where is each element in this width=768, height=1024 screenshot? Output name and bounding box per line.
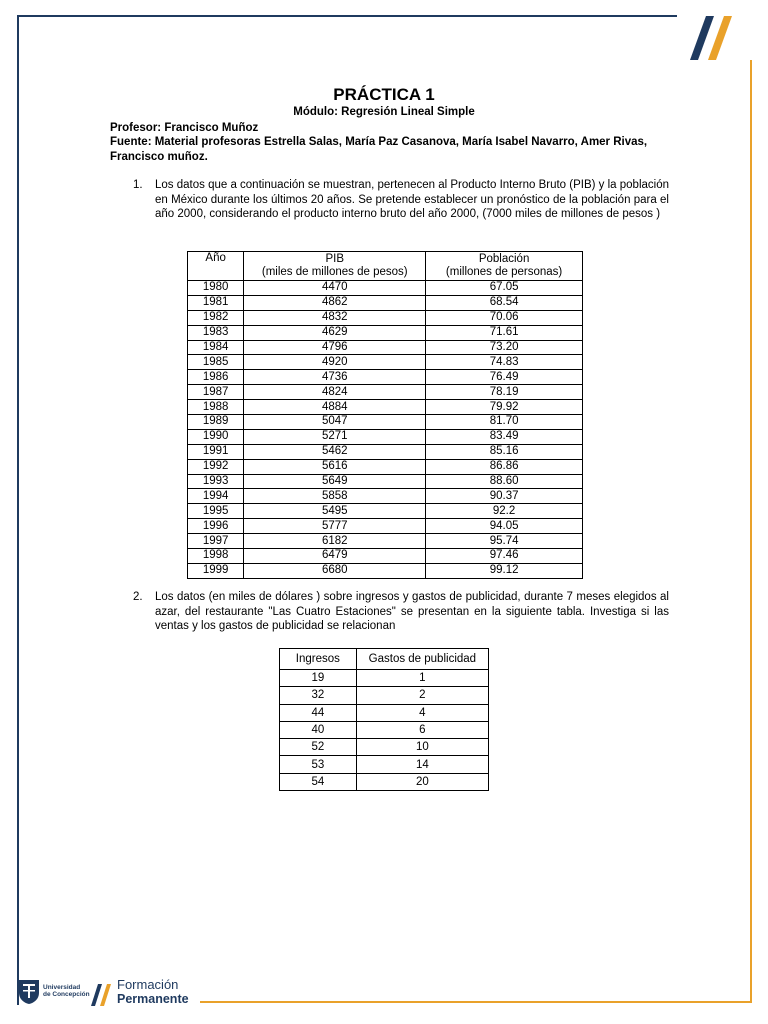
table-cell: 1999 (188, 563, 244, 578)
table-row (280, 704, 489, 721)
frame-bottom-line (200, 1001, 752, 1003)
table-cell: 85.16 (426, 444, 583, 459)
table-row (188, 504, 583, 519)
table-row (188, 295, 583, 310)
table-cell: 52 (280, 739, 357, 756)
table-row (280, 773, 489, 790)
table-cell: 5616 (244, 459, 426, 474)
table-cell: 5495 (244, 504, 426, 519)
exercise-2-text: Los datos (en miles de dólares ) sobre ingresos y gastos de publicidad, durante 7 meses elegidos al azar, del restaurante "Las Cuatro Estaciones" se presentan en la siguiente tabla. Investiga si las ventas y los gastos de publicidad se relacionan (155, 591, 669, 632)
table-cell: 2 (356, 687, 488, 704)
table-row (188, 400, 583, 415)
table-row (280, 739, 489, 756)
frame-right-line (750, 60, 752, 1003)
table-cell: 1987 (188, 385, 244, 400)
table-cell: 83.49 (426, 429, 583, 444)
table-cell: 4824 (244, 385, 426, 400)
table-row (188, 310, 583, 325)
table-cell: 78.19 (426, 385, 583, 400)
table-cell: 1996 (188, 519, 244, 534)
table-row (188, 385, 583, 400)
slash-decoration-icon (90, 980, 114, 1008)
fuente-line: Fuente: Material profesoras Estrella Salas, María Paz Casanova, María Isabel Navarro, Amer Rivas, Francisco muñoz. (110, 136, 648, 163)
table-cell: 1997 (188, 534, 244, 549)
table-cell: 40 (280, 721, 357, 738)
table-cell: 74.83 (426, 355, 583, 370)
page-subtitle: Módulo: Regresión Lineal Simple (293, 106, 475, 118)
table-row (188, 415, 583, 430)
table-cell: 32 (280, 687, 357, 704)
table-cell: 20 (356, 773, 488, 790)
table-cell: 5649 (244, 474, 426, 489)
table-cell: 4832 (244, 310, 426, 325)
table-cell: 67.05 (426, 281, 583, 296)
table-cell: 5858 (244, 489, 426, 504)
table-cell: 86.86 (426, 459, 583, 474)
table-cell: 90.37 (426, 489, 583, 504)
table-cell: 88.60 (426, 474, 583, 489)
exercise-1-text: Los datos que a continuación se muestran, pertenecen al Producto Interno Bruto (PIB) y la población en México durante los últimos 20 años. Se pretende establecer un pronóstico de la población para el año 2000, considerando el producto interno bruto del año 2000, (7000 miles de millones de pesos ) (155, 179, 669, 220)
table-row (188, 489, 583, 504)
table-row (188, 325, 583, 340)
table-row (280, 756, 489, 773)
table-cell: 1998 (188, 549, 244, 564)
table-cell: 1986 (188, 370, 244, 385)
table-cell: 4470 (244, 281, 426, 296)
profesor-line: Profesor: Francisco Muñoz (110, 122, 259, 134)
page-title: PRÁCTICA 1 (333, 85, 435, 104)
table-cell: 71.61 (426, 325, 583, 340)
table-row (188, 474, 583, 489)
table-row (188, 340, 583, 355)
table-cell: 1993 (188, 474, 244, 489)
table-cell: 70.06 (426, 310, 583, 325)
table-row (188, 519, 583, 534)
header-cell: Gastos de publicidad (356, 649, 488, 670)
table-cell: 1990 (188, 429, 244, 444)
table-row (188, 370, 583, 385)
university-name-line2: de Concepción (43, 991, 90, 998)
table-row (188, 459, 583, 474)
table-row (188, 355, 583, 370)
table-cell: 1994 (188, 489, 244, 504)
table-cell: 76.49 (426, 370, 583, 385)
table-cell: 4920 (244, 355, 426, 370)
table-cell: 4796 (244, 340, 426, 355)
table-cell: 1992 (188, 459, 244, 474)
table-cell: 1995 (188, 504, 244, 519)
table-cell: 79.92 (426, 400, 583, 415)
slash-decoration-icon (688, 14, 740, 62)
header-cell: Población (millones de personas) (426, 252, 583, 281)
university-shield-icon (18, 979, 40, 1005)
table-cell: 19 (280, 670, 357, 687)
table-row (188, 281, 583, 296)
table-cell: 5271 (244, 429, 426, 444)
table-cell: 1988 (188, 400, 244, 415)
table-cell: 6680 (244, 563, 426, 578)
table-cell: 5047 (244, 415, 426, 430)
frame-top-line (17, 15, 677, 17)
table-cell: 99.12 (426, 563, 583, 578)
table-cell: 5462 (244, 444, 426, 459)
table-cell: 1983 (188, 325, 244, 340)
table-cell: 1985 (188, 355, 244, 370)
table-cell: 14 (356, 756, 488, 773)
table-cell: 97.46 (426, 549, 583, 564)
table-cell: 1989 (188, 415, 244, 430)
table-cell: 4 (356, 704, 488, 721)
brand-name-line2: Permanente (117, 992, 189, 1006)
table-cell: 92.2 (426, 504, 583, 519)
table-cell: 1980 (188, 281, 244, 296)
gdp-population-table (187, 251, 583, 579)
table-cell: 10 (356, 739, 488, 756)
exercise-1-number: 1. (133, 179, 143, 191)
table-cell: 6 (356, 721, 488, 738)
table-cell: 6182 (244, 534, 426, 549)
table-cell: 73.20 (426, 340, 583, 355)
table-row (188, 534, 583, 549)
table-row (188, 444, 583, 459)
table-cell: 95.74 (426, 534, 583, 549)
table-cell: 1991 (188, 444, 244, 459)
table-row (188, 549, 583, 564)
frame-left-line (17, 15, 19, 1005)
table-row (280, 670, 489, 687)
header-cell: Ingresos (280, 649, 357, 670)
table-cell: 1 (356, 670, 488, 687)
exercise-2-number: 2. (133, 591, 143, 603)
table-cell: 68.54 (426, 295, 583, 310)
table-cell: 4736 (244, 370, 426, 385)
table-cell: 5777 (244, 519, 426, 534)
table-cell: 81.70 (426, 415, 583, 430)
header-cell: PIB (miles de millones de pesos) (244, 252, 426, 281)
brand-name-line1: Formación (117, 977, 179, 992)
table-cell: 4884 (244, 400, 426, 415)
table-cell: 53 (280, 756, 357, 773)
table-cell: 4629 (244, 325, 426, 340)
table-row (188, 563, 583, 578)
university-name-line1: Universidad (43, 984, 81, 991)
table-cell: 1981 (188, 295, 244, 310)
table-cell: 6479 (244, 549, 426, 564)
table-cell: 44 (280, 704, 357, 721)
table-cell: 1982 (188, 310, 244, 325)
table-cell: 54 (280, 773, 357, 790)
table-header-row (188, 252, 583, 281)
table-cell: 4862 (244, 295, 426, 310)
table-row (188, 429, 583, 444)
table-cell: 1984 (188, 340, 244, 355)
table-header-row (280, 649, 489, 670)
table-row (280, 721, 489, 738)
income-advertising-table (279, 648, 489, 791)
header-cell: Año (188, 252, 244, 281)
table-cell: 94.05 (426, 519, 583, 534)
table-row (280, 687, 489, 704)
